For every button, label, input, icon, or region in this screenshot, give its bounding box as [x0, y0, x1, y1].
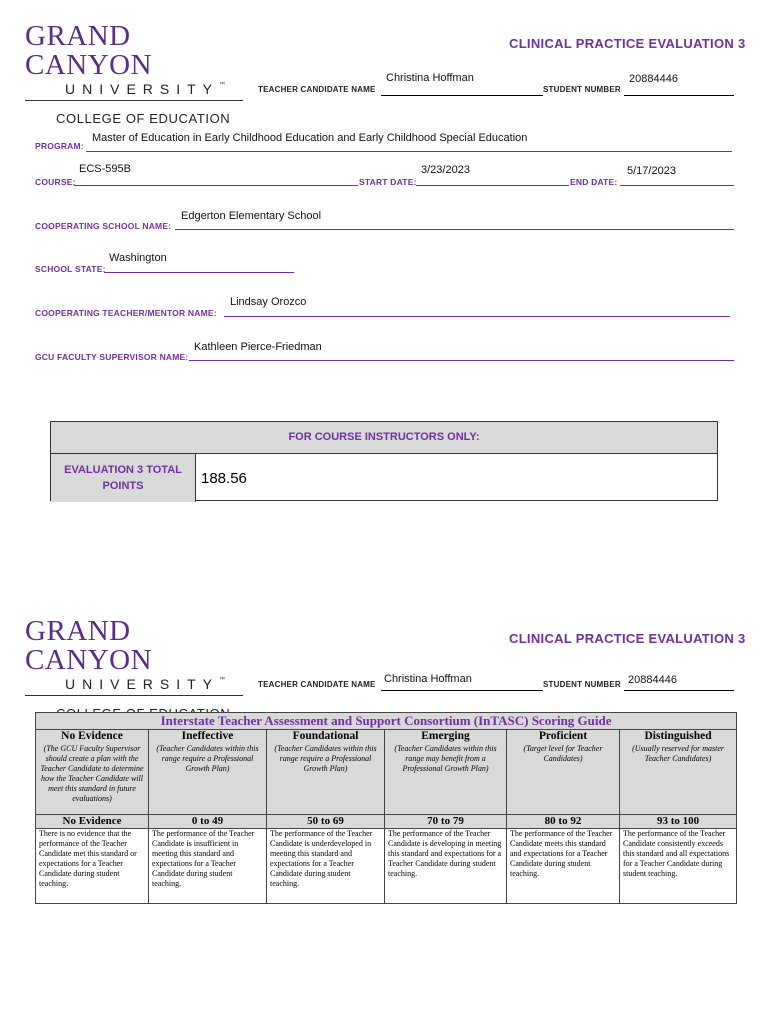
- course-field[interactable]: [74, 162, 358, 186]
- level-no-evidence: No Evidence (The GCU Faculty Supervisor should create a plan with the Teacher Candidate to determine how the Teacher Candidate will meet this standard in future evaluations): [36, 730, 149, 815]
- candidate-name-value-2: Christina Hoffman: [384, 673, 472, 685]
- student-number-value-2: 20884446: [628, 674, 677, 686]
- supervisor-value: Kathleen Pierce-Friedman: [194, 341, 322, 353]
- end-date-field[interactable]: [620, 162, 734, 186]
- student-number-field[interactable]: [624, 72, 734, 96]
- student-number-value: 20884446: [629, 73, 678, 85]
- desc-no-evidence: There is no evidence that the performance of the Teacher Candidate met this standard or expectations for a Teacher Candidate during student teaching.: [36, 829, 149, 904]
- student-number-label: STUDENT NUMBER: [543, 85, 621, 94]
- program-field[interactable]: [86, 132, 732, 152]
- school-label: COOPERATING SCHOOL NAME:: [35, 221, 172, 231]
- candidate-name-label: TEACHER CANDIDATE NAME: [258, 85, 376, 94]
- start-date-field[interactable]: [416, 162, 569, 186]
- total-points-label: EVALUATION 3 TOTAL POINTS: [51, 454, 196, 502]
- evaluation-title: CLINICAL PRACTICE EVALUATION 3: [509, 36, 746, 51]
- logo-grand-canyon-2: GRAND CANYON: [25, 615, 153, 676]
- range-emerging: 70 to 79: [385, 815, 507, 829]
- range-row: [36, 815, 737, 829]
- range-proficient: 80 to 92: [507, 815, 620, 829]
- instructors-box: [50, 421, 718, 501]
- start-date-value: 3/23/2023: [421, 164, 470, 176]
- desc-distinguished: The performance of the Teacher Candidate consistently exceeds this standard and all expectations for a Teacher Candidate during student teaching.: [620, 829, 737, 904]
- logo-tm-2: ™: [219, 677, 226, 683]
- desc-foundational: The performance of the Teacher Candidate is underdeveloped in meeting this standard and expectations for a Teacher Candidate during student teaching.: [267, 829, 385, 904]
- total-points-value[interactable]: 188.56: [201, 469, 247, 487]
- logo-rule-2: [25, 695, 243, 696]
- program-value: Master of Education in Early Childhood Education and Early Childhood Special Education: [92, 132, 528, 144]
- state-field[interactable]: [104, 251, 294, 273]
- evaluation-title-2: CLINICAL PRACTICE EVALUATION 3: [509, 631, 746, 646]
- candidate-name-value: Christina Hoffman: [386, 72, 474, 84]
- instructors-heading: FOR COURSE INSTRUCTORS ONLY:: [51, 422, 717, 454]
- mentor-label: COOPERATING TEACHER/MENTOR NAME:: [35, 308, 217, 318]
- logo-rule: [25, 100, 243, 101]
- desc-emerging: The performance of the Teacher Candidate is developing in meeting this standard and expectations for a Teacher Candidate during student teaching.: [385, 829, 507, 904]
- start-date-label: START DATE:: [359, 177, 417, 187]
- supervisor-label: GCU FACULTY SUPERVISOR NAME:: [35, 352, 189, 362]
- scoring-guide-table: [35, 712, 737, 904]
- logo-college: COLLEGE OF EDUCATION: [56, 111, 231, 126]
- state-label: SCHOOL STATE:: [35, 264, 106, 274]
- candidate-name-field-2[interactable]: [381, 672, 543, 691]
- scoring-guide-title: Interstate Teacher Assessment and Support Consortium (InTASC) Scoring Guide: [36, 713, 737, 730]
- end-date-value: 5/17/2023: [627, 165, 676, 177]
- candidate-name-label-2: TEACHER CANDIDATE NAME: [258, 680, 376, 689]
- desc-ineffective: The performance of the Teacher Candidate is insufficient in meeting this standard and expectations for a Teacher Candidate during student teaching.: [149, 829, 267, 904]
- program-label: PROGRAM:: [35, 141, 84, 151]
- course-label: COURSE:: [35, 177, 76, 187]
- range-foundational: 50 to 69: [267, 815, 385, 829]
- level-emerging: Emerging (Teacher Candidates within this range may benefit from a Professional Growth Plan): [385, 730, 507, 815]
- course-value: ECS-595B: [79, 163, 131, 175]
- level-row: [36, 730, 737, 815]
- gcu-logo-2: [25, 617, 243, 721]
- range-no-evidence: No Evidence: [36, 815, 149, 829]
- desc-proficient: The performance of the Teacher Candidate meets this standard and expectations for a Teacher Candidate during student teaching.: [507, 829, 620, 904]
- level-distinguished: Distinguished (Usually reserved for master Teacher Candidates): [620, 730, 737, 815]
- student-number-field-2[interactable]: [624, 672, 734, 691]
- logo-tm: ™: [219, 82, 226, 88]
- description-row: [36, 829, 737, 904]
- logo-grand-canyon: GRAND CANYON: [25, 20, 153, 81]
- level-foundational: Foundational (Teacher Candidates within this range require a Professional Growth Plan): [267, 730, 385, 815]
- school-value: Edgerton Elementary School: [181, 210, 322, 222]
- logo-university: UNIVERSITY: [65, 81, 220, 97]
- mentor-field[interactable]: [224, 294, 730, 317]
- end-date-label: END DATE:: [570, 177, 618, 187]
- level-proficient: Proficient (Target level for Teacher Candidates): [507, 730, 620, 815]
- range-ineffective: 0 to 49: [149, 815, 267, 829]
- school-field[interactable]: [175, 209, 734, 230]
- gcu-logo: [25, 22, 243, 126]
- range-distinguished: 93 to 100: [620, 815, 737, 829]
- student-number-label-2: STUDENT NUMBER: [543, 680, 621, 689]
- supervisor-field[interactable]: [189, 340, 734, 361]
- mentor-value: Lindsay Orozco: [230, 296, 307, 308]
- logo-university-2: UNIVERSITY: [65, 676, 220, 692]
- candidate-name-field[interactable]: [381, 72, 543, 96]
- state-value: Washington: [109, 252, 167, 264]
- level-ineffective: Ineffective (Teacher Candidates within this range require a Professional Growth Plan): [149, 730, 267, 815]
